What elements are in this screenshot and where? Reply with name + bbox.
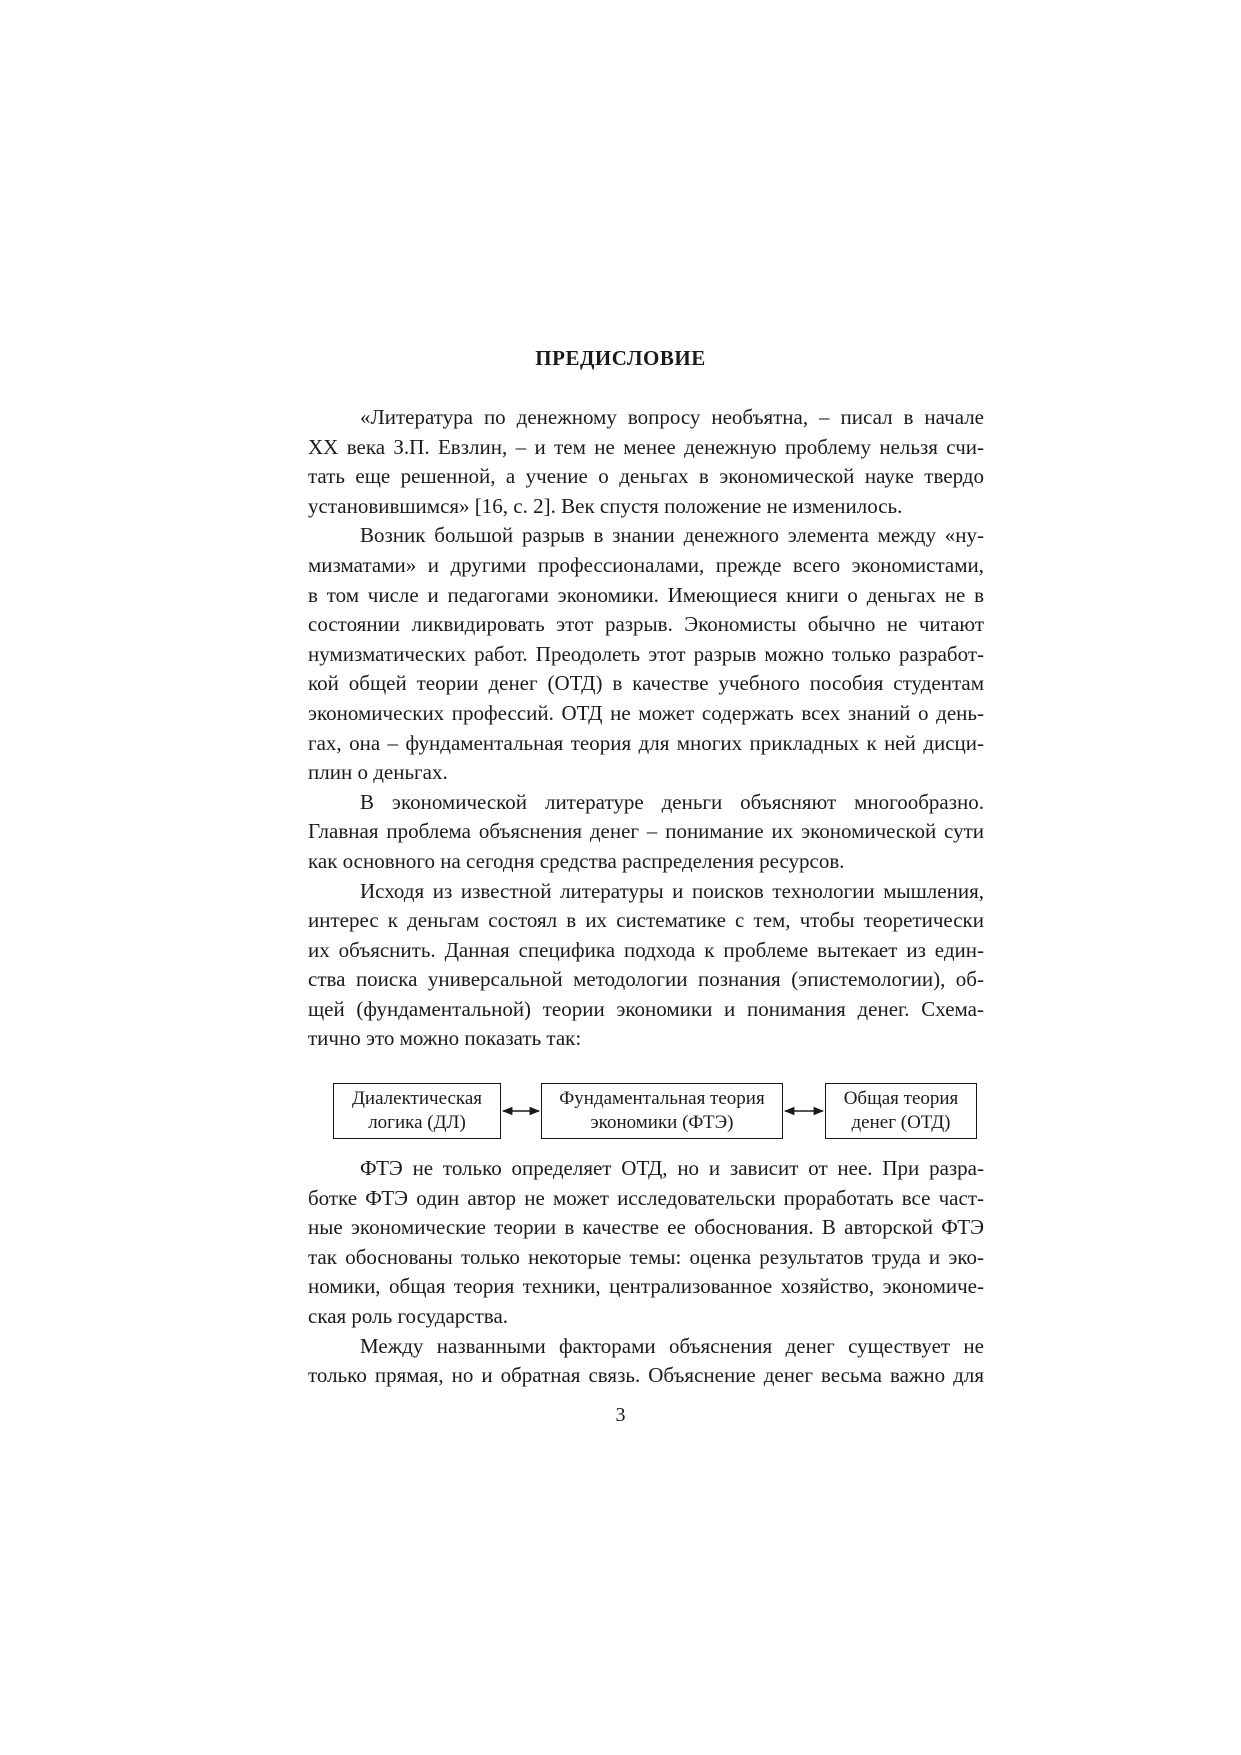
text-line: кой общей теории денег (ОТД) в качестве учебного пособия студентам <box>308 671 984 696</box>
text-line: ботке ФТЭ один автор не может исследовательски проработать все част- <box>308 1185 984 1210</box>
text-line: Главная проблема объяснения денег – понимание их экономической сути <box>308 819 984 844</box>
text-line: тично это можно показать так: <box>308 1026 582 1051</box>
text-line: тать еще решенной, а учение о деньгах в экономической науке твердо <box>308 464 984 489</box>
text-line: Возник большой разрыв в знании денежного элемента между «ну- <box>360 523 984 548</box>
preface-text-bottom <box>308 1154 984 1391</box>
diagram-box-fundamental-theory <box>541 1083 783 1139</box>
text-line: щей (фундаментальной) теории экономики и понимания денег. Схема- <box>308 996 984 1021</box>
text-line: Исходя из известной литературы и поисков технологии мышления, <box>360 878 984 903</box>
text-line: ФТЭ не только определяет ОТД, но и зависит от нее. При разра- <box>360 1156 984 1180</box>
text-line: ская роль государства. <box>308 1303 509 1328</box>
text-line: XX века З.П. Евзлин, – и тем не менее денежную проблему нельзя счи- <box>308 434 984 459</box>
text-line: установившимся» [16, с. 2]. Век спустя положение не изменилось. <box>308 493 903 518</box>
text-line: В экономической литературе деньги объясняют многообразно. <box>360 789 984 814</box>
text-line: мизматами» и другими профессионалами, прежде всего экономистами, <box>308 552 984 577</box>
diagram-box-general-money-theory <box>825 1083 977 1139</box>
text-line: как основного на сегодня средства распределения ресурсов. <box>308 848 845 873</box>
text-line: только прямая, но и обратная связь. Объяснение денег весьма важно для <box>308 1363 984 1388</box>
box-otd-line2: денег (ОТД) <box>851 1112 951 1133</box>
text-line: плин о деньгах. <box>308 760 448 785</box>
text-line: Между названными факторами объяснения денег существует не <box>360 1333 984 1358</box>
text-line: ные экономические теории в качестве ее обоснования. В авторской ФТЭ <box>308 1215 984 1240</box>
box-dl-line1: Диалектическая <box>351 1088 483 1109</box>
text-line: интерес к деньгам состоял в их систематике с тем, чтобы теоретически <box>308 908 984 933</box>
text-line: гах, она – фундаментальная теория для многих прикладных к ней дисци- <box>308 730 984 755</box>
page-heading: ПРЕДИСЛОВИЕ <box>535 346 706 370</box>
box-dl-line2: логика (ДЛ) <box>368 1112 466 1133</box>
text-line: их объяснить. Данная специфика подхода к проблеме вытекает из един- <box>308 937 984 962</box>
text-line: экономических профессий. ОТД не может содержать всех знаний о день- <box>308 700 984 725</box>
text-line: в том числе и педагогами экономики. Имеющиеся книги о деньгах не в <box>308 582 984 607</box>
diagram-box-dialectical-logic <box>333 1083 501 1139</box>
text-line: нумизматических работ. Преодолеть этот разрыв можно только разработ- <box>308 641 984 666</box>
box-fte-line1: Фундаментальная теория <box>559 1088 765 1109</box>
preface-text-top <box>308 403 984 1054</box>
box-fte-line2: экономики (ФТЭ) <box>590 1112 734 1133</box>
text-line: «Литература по денежному вопросу необъятна, – писал в начале <box>360 405 984 429</box>
text-line: состоянии ликвидировать этот разрыв. Экономисты обычно не читают <box>308 612 984 637</box>
box-otd-line1: Общая теория <box>843 1088 959 1109</box>
text-line: номики, общая теория техники, централизованное хозяйство, экономиче- <box>308 1274 984 1299</box>
page-number: 3 <box>615 1404 626 1426</box>
text-line: так обоснованы только некоторые темы: оценка результатов труда и эко- <box>308 1244 984 1269</box>
text-line: ства поиска универсальной методологии познания (эпистемологии), об- <box>308 967 984 992</box>
